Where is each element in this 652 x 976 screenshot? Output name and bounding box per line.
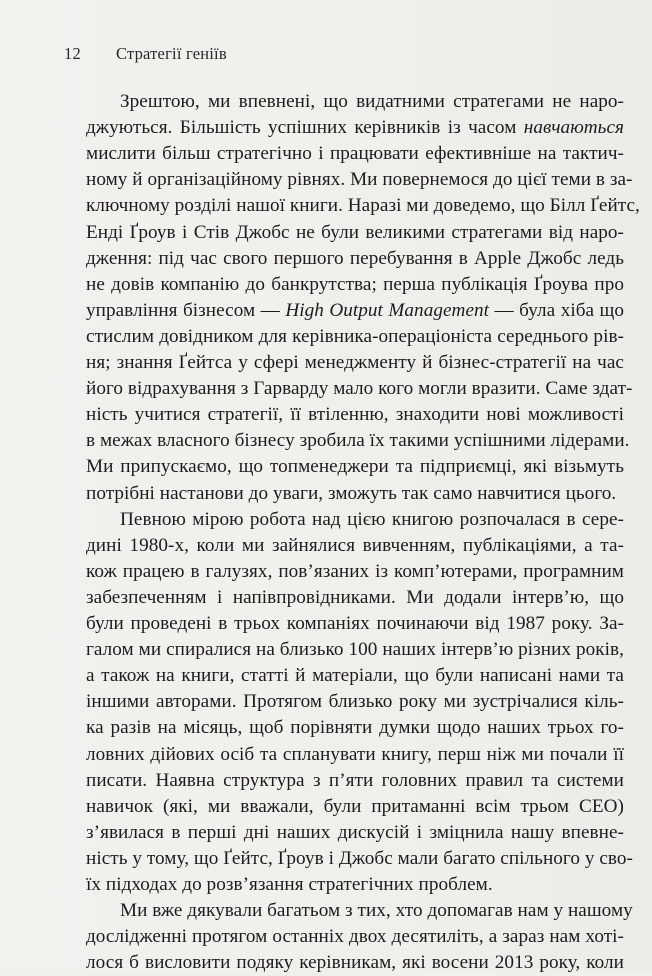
text-line — [86, 533, 624, 559]
text-line — [86, 193, 640, 219]
text-line — [86, 794, 624, 820]
text-line — [86, 402, 624, 428]
text-segment: його відрахування з Гарварду мало кого могли вразити. Саме здат- — [86, 378, 633, 400]
text-line — [86, 141, 624, 167]
text-line — [86, 481, 624, 507]
italic-text: High Output Management — [285, 299, 490, 321]
text-segment: ка разів на місяць, щоб порівняти думки щодо наших трьох го- — [86, 717, 624, 739]
text-segment: стислим довідником для керівника-операціоніста середнього рів- — [86, 325, 624, 347]
text-line — [86, 585, 624, 611]
text-segment: іншими авторами. Протягом близько року ми зустрічалися кіль- — [86, 691, 624, 713]
text-segment: — була хіба що — [489, 299, 624, 321]
text-line — [120, 898, 633, 924]
text-segment: дині 1980-х, коли ми зайнялися вивченням, публікаціями, а та- — [86, 534, 624, 556]
text-line — [86, 115, 624, 141]
text-line — [86, 742, 624, 768]
text-line — [86, 246, 624, 272]
text-line — [86, 663, 624, 689]
text-segment: а також на книги, статті й матеріали, що були написані нами та — [86, 665, 624, 687]
text-line — [86, 611, 624, 637]
text-line — [86, 559, 624, 585]
text-line — [86, 637, 624, 663]
text-segment: Енді Ґроув і Стів Джобс не були великими стратегами від наро- — [86, 221, 624, 243]
text-segment: навичок (які, ми вважали, були притаманні всім трьом СЕО) — [86, 795, 624, 817]
text-segment: дження: під час свого першого перебування в Apple Джобс ледь — [86, 247, 624, 269]
text-line — [86, 376, 633, 402]
text-line — [86, 872, 624, 898]
text-line — [86, 428, 630, 454]
text-segment: лося б висловити подяку керівникам, які восени 2013 року, коли — [86, 952, 624, 974]
text-segment: ність учитися стратегії, її втіленню, знаходити нові можливості — [86, 404, 624, 426]
page-number: 12 — [64, 44, 81, 63]
text-line — [86, 167, 633, 193]
text-segment: управління бізнесом — — [86, 299, 286, 321]
text-line — [86, 715, 624, 741]
text-segment: писати. Наявна структура з п’яти головних правил та системи — [86, 769, 624, 791]
text-line — [120, 507, 624, 533]
text-line — [86, 820, 624, 846]
text-segment: Ми вже дякували багатьом з тих, хто допомагав нам у нашому — [120, 900, 633, 922]
italic-text: навчаються — [523, 117, 624, 139]
text-line — [86, 454, 624, 480]
text-segment: джуються. Більшість успішних керівників із часом — [86, 117, 524, 139]
running-header — [64, 44, 227, 64]
text-line — [86, 272, 624, 298]
text-line — [86, 950, 624, 976]
text-line — [120, 89, 624, 115]
text-segment: забезпеченням і напівпровідниками. Ми додали інтерв’ю, що — [86, 586, 624, 608]
text-segment: потрібні настанови до уваги, зможуть так само навчитися цього. — [86, 482, 617, 504]
text-segment: дослідженні протягом останніх двох десятиліть, а зараз нам хоті- — [86, 926, 624, 948]
text-segment: були проведені в трьох компаніях починаючи від 1987 року. За- — [86, 613, 624, 634]
text-segment: кож працею в галузях, пов’язаних із комп’ютерами, програмним — [86, 560, 624, 582]
text-line — [86, 298, 624, 324]
text-segment: в межах власного бізнесу зробила їх такими успішними лідерами. — [86, 430, 630, 452]
text-segment: ня; знання Ґейтса у сфері менеджменту й бізнес-стратегії на час — [86, 352, 624, 373]
text-segment: Ми припускаємо, що топменеджери та підприємці, які візьмуть — [86, 456, 624, 478]
text-segment: Певною мірою робота над цією книгою розпочалася в сере- — [120, 508, 624, 530]
text-segment: мислити більш стратегічно і працювати ефективніше на тактич- — [86, 143, 624, 165]
chapter-title: Стратегії геніїв — [116, 44, 227, 63]
text-line — [86, 220, 624, 246]
text-segment: ловних дійових осіб та спланувати книгу, перш ніж ми почали її — [86, 743, 624, 765]
text-segment: Зрештою, ми впевнені, що видатними стратегами не наро- — [120, 91, 624, 112]
text-segment: не довів компанію до банкрутства; перша публікація Ґроува про — [86, 273, 624, 295]
text-line — [86, 924, 624, 950]
text-segment: галом ми спиралися на близько 100 наших інтерв’ю різних років, — [86, 639, 624, 661]
text-segment: з’явилася в перші дні наших дискусій і зміцнила нашу впевне- — [86, 821, 624, 843]
text-segment: ключному розділі нашої книги. Наразі ми доведемо, що Білл Ґейтс, — [86, 195, 640, 217]
text-segment: ність у тому, що Ґейтс, Ґроув і Джобс мали багато спільного у сво- — [86, 847, 633, 869]
text-segment: ному й організаційному рівнях. Ми повернемося до цієї теми в за- — [86, 169, 633, 191]
text-line — [86, 350, 624, 376]
text-line — [86, 846, 633, 872]
text-line — [86, 324, 624, 350]
text-line — [86, 768, 624, 794]
text-segment: їх підходах до розв’язання стратегічних проблем. — [86, 874, 493, 895]
text-line — [86, 689, 624, 715]
